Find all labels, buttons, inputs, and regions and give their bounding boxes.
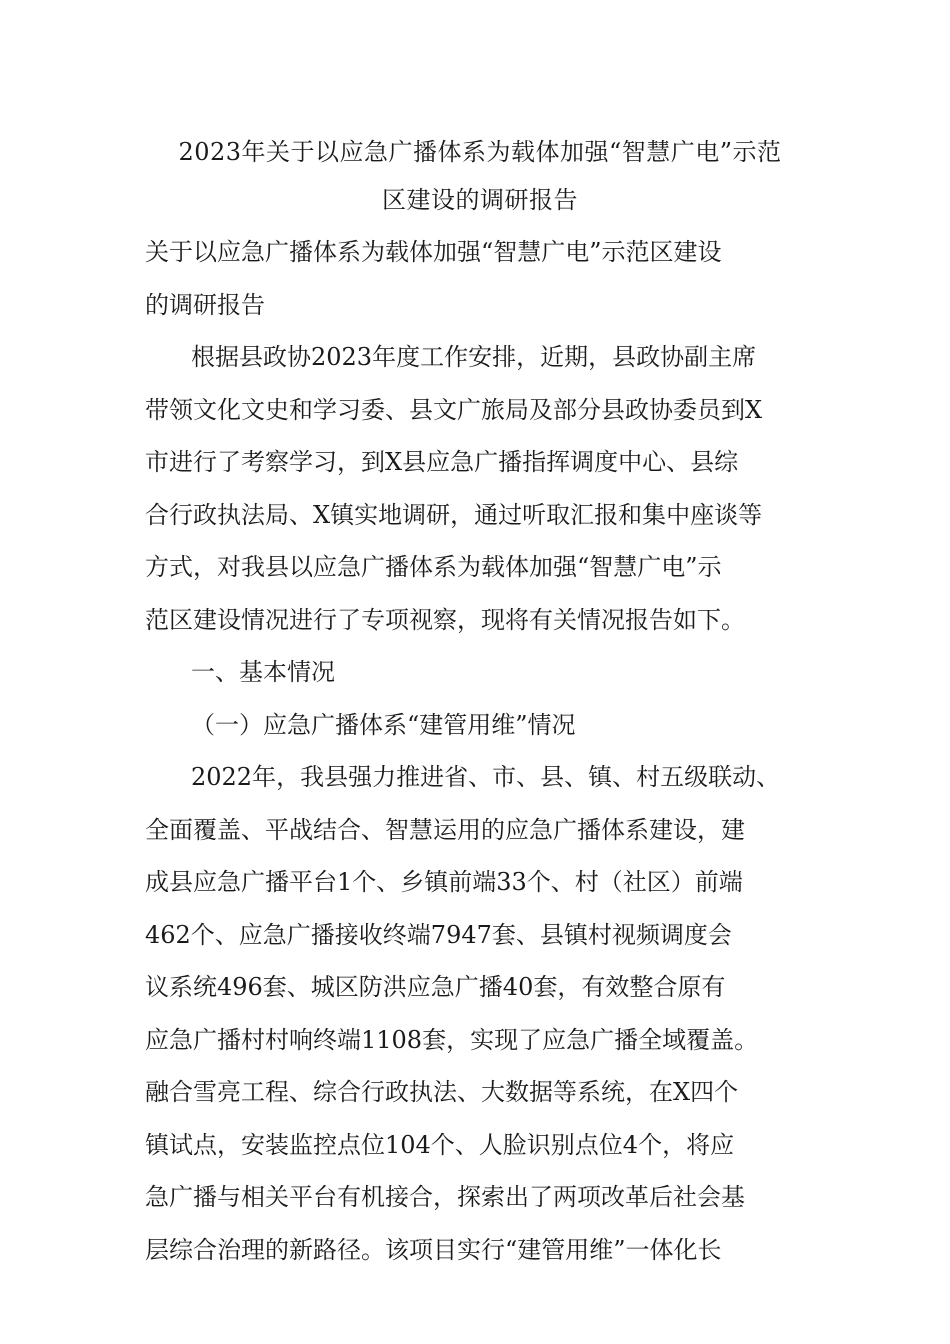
section-heading: 一、基本情况 — [191, 658, 335, 686]
intro-line-1: 根据县政协2023年度工作安排，近期，县政协副主席 — [191, 343, 757, 371]
subsection-heading: （一）应急广播体系“建管用维”情况 — [191, 710, 576, 739]
title-line-2: 区建设的调研报告 — [382, 186, 578, 214]
para2-line-5: 议系统496套、城区防洪应急广播40套，有效整合原有 — [145, 973, 726, 1001]
para2-line-4: 462个、应急广播接收终端7947套、县镇村视频调度会 — [145, 920, 732, 949]
document-body — [145, 226, 845, 1276]
para2-line-8: 镇试点，安装监控点位104个、人脸识别点位4个，将应 — [145, 1130, 735, 1159]
title-line-1: 2023年关于以应急广播体系为载体加强“智慧广电”示范 — [178, 138, 782, 166]
intro-line-4: 合行政执法局、X镇实地调研，通过听取汇报和集中座谈等 — [145, 500, 763, 529]
para2-line-10: 层综合治理的新路径。该项目实行“建管用维”一体化长 — [145, 1235, 722, 1264]
intro-line-3: 市进行了考察学习，到X县应急广播指挥调度中心、县综 — [145, 448, 739, 476]
document-title — [140, 128, 820, 224]
para2-line-7: 融合雪亮工程、综合行政执法、大数据等系统，在X四个 — [145, 1078, 739, 1106]
intro-line-6: 范区建设情况进行了专项视察，现将有关情况报告如下。 — [145, 605, 745, 634]
para2-line-3: 成县应急广播平台1个、乡镇前端33个、村（社区）前端 — [145, 868, 743, 896]
para2-line-2: 全面覆盖、平战结合、智慧运用的应急广播体系建设，建 — [145, 815, 745, 844]
para2-line-9: 急广播与相关平台有机接合，探索出了两项改革后社会基 — [145, 1183, 745, 1211]
intro-line-2: 带领文化文史和学习委、县文广旅局及部分县政协委员到X — [145, 395, 763, 424]
intro-line-5: 方式，对我县以应急广播体系为载体加强“智慧广电”示 — [145, 553, 722, 581]
para2-line-6: 应急广播村村响终端1108套，实现了应急广播全域覆盖。 — [145, 1025, 759, 1054]
subtitle-line-1: 关于以应急广播体系为载体加强“智慧广电”示范区建设 — [145, 238, 722, 266]
subtitle-line-2: 的调研报告 — [145, 290, 265, 319]
para2-line-1: 2022年，我县强力推进省、市、县、镇、村五级联动、 — [191, 763, 781, 791]
